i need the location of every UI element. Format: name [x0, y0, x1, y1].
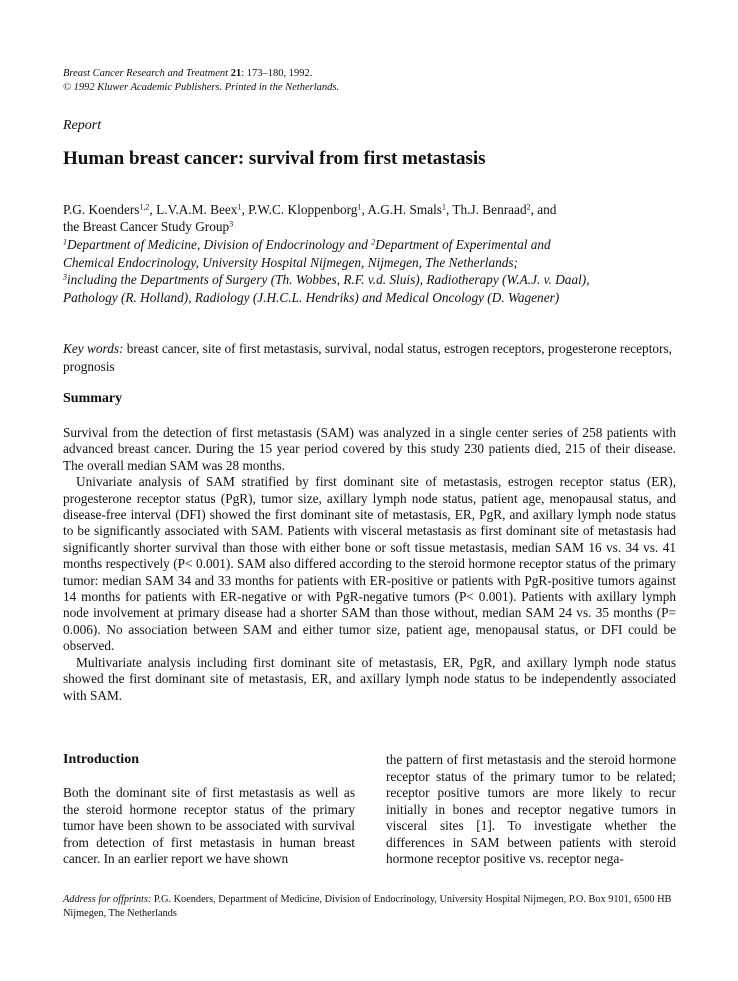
- summary-heading: Summary: [63, 391, 123, 406]
- author-separator: ,: [241, 202, 249, 217]
- introduction-paragraph: Both the dominant site of first metastasis as well as the steroid hormone receptor status of the primary tumor have been shown to be associated with survival from detection of first metastasis in human breast cancer. In an earlier report we have shown: [63, 785, 355, 866]
- keywords: [63, 340, 675, 375]
- affiliation-mark: 2: [371, 237, 376, 247]
- introduction-paragraph: the pattern of first metastasis and the steroid hormone receptor status of the primary tumor to be related; receptor positive tumors are more likely to recur initially in bones and receptor negative tumors in visceral sites [1]. To investigate whether the differences in SAM between patients with steroid hormone receptor positive vs. receptor nega-: [386, 752, 676, 866]
- author-list: [63, 201, 663, 235]
- journal-citation: [63, 67, 339, 81]
- author-separator: ,: [445, 202, 453, 217]
- introduction-right-column: [386, 752, 676, 868]
- paper-title: Human breast cancer: survival from first metastasis: [63, 148, 486, 169]
- affiliation-text: including the Departments of Surgery (Th. Wobbes, R.F. v.d. Sluis), Radiotherapy (W.A.J. v. Daal),: [66, 272, 590, 287]
- author-name: P.G. Koenders: [63, 202, 140, 217]
- author-name: Th.J. Benraad: [452, 202, 527, 217]
- author-separator: , and: [530, 202, 557, 217]
- offprint-footnote: [63, 893, 677, 921]
- journal-copyright: © 1992 Kluwer Academic Publishers. Printed in the Netherlands.: [63, 82, 340, 93]
- affiliation-mark: 3: [63, 272, 67, 282]
- journal-name: Breast Cancer Research and Treatment: [63, 68, 229, 79]
- introduction-heading: Introduction: [63, 752, 139, 767]
- summary-paragraph: Multivariate analysis including first dominant site of metastasis, ER, PgR, and axillary lymph node status showed the first dominant site of metastasis, ER, and axillary lymph node status to be independently associated with SAM.: [63, 654, 676, 703]
- author-affiliation-mark: 3: [229, 219, 234, 229]
- affiliation-line: [63, 236, 663, 254]
- author-separator: ,: [361, 202, 368, 217]
- author-name: L.V.A.M. Beex: [156, 202, 238, 217]
- author-affiliation-mark: 1: [441, 202, 446, 212]
- affiliation-text: Department of Medicine, Division of Endocrinology and: [66, 237, 372, 252]
- author-affiliation-mark: 1: [237, 202, 242, 212]
- affiliation-text: Department of Experimental and: [375, 237, 551, 252]
- footnote-label: Address for offprints:: [63, 894, 152, 905]
- author-name: the Breast Cancer Study Group: [63, 219, 230, 234]
- affiliation-mark: 1: [63, 237, 67, 247]
- author-separator: ,: [149, 202, 157, 217]
- affiliation-line: Pathology (R. Holland), Radiology (J.H.C.L. Hendriks) and Medical Oncology (D. Wagener): [63, 289, 560, 305]
- author-affiliation-mark: 1: [357, 202, 362, 212]
- author-name: P.W.C. Kloppenborg: [248, 202, 358, 217]
- affiliations: [63, 236, 663, 306]
- keywords-label: Key words:: [63, 341, 124, 356]
- journal-volume: 21: [230, 68, 242, 79]
- footnote-text: P.G. Koenders, Department of Medicine, Division of Endocrinology, University Hospital Nijmegen, P.O. Box 9101, 6500 HB Nijmegen, The Netherlands: [63, 894, 672, 919]
- summary-paragraph: Survival from the detection of first metastasis (SAM) was analyzed in a single center series of 258 patients with advanced breast cancer. During the 15 year period covered by this study 230 patients died, 215 of their disease. The overall median SAM was 28 months.: [63, 425, 676, 473]
- article-type: Report: [63, 118, 102, 133]
- introduction-left-column: [63, 785, 355, 868]
- author-affiliation-mark: 2: [526, 202, 531, 212]
- author-affiliation-mark: 1,2: [139, 202, 150, 212]
- affiliation-line: Chemical Endocrinology, University Hospital Nijmegen, Nijmegen, The Netherlands;: [63, 254, 518, 270]
- keywords-text: breast cancer, site of first metastasis, survival, nodal status, estrogen receptors, progesterone receptors, prognosis: [63, 341, 672, 374]
- journal-header: [63, 67, 339, 95]
- summary-body: [63, 425, 676, 704]
- summary-paragraph: Univariate analysis of SAM stratified by first dominant site of metastasis, estrogen receptor status (ER), progesterone receptor status (PgR), tumor size, axillary lymph node status, patient age, menopausal status, and disease-free interval (DFI) showed the first dominant site of metastasis, ER, PgR, and axillary lymph node status to be significantly associated with SAM. Patients with visceral metastasis as first dominant site of metastasis had significantly shorter survival than those with either bone or soft tissue metastasis, median SAM 16 vs. 34 vs. 41 months respectively (P< 0.001). SAM also differed according to the steroid hormone receptor status of the primary tumor: median SAM 34 and 33 months for patients with ER-positive or patients with PgR-positive tumors against 14 months for patients with ER-negative or with PgR-negative tumors (P< 0.001). Patients with axillary lymph node involvement at primary disease had a shorter SAM than those without, median SAM 24 vs. 35 months (P= 0.006). No association between SAM and either tumor size, patient age, menopausal status, or DFI could be observed.: [63, 474, 676, 654]
- author-name: A.G.H. Smals: [367, 202, 442, 217]
- affiliation-line: [63, 271, 663, 289]
- journal-pages-year: : 173–180, 1992.: [241, 68, 313, 79]
